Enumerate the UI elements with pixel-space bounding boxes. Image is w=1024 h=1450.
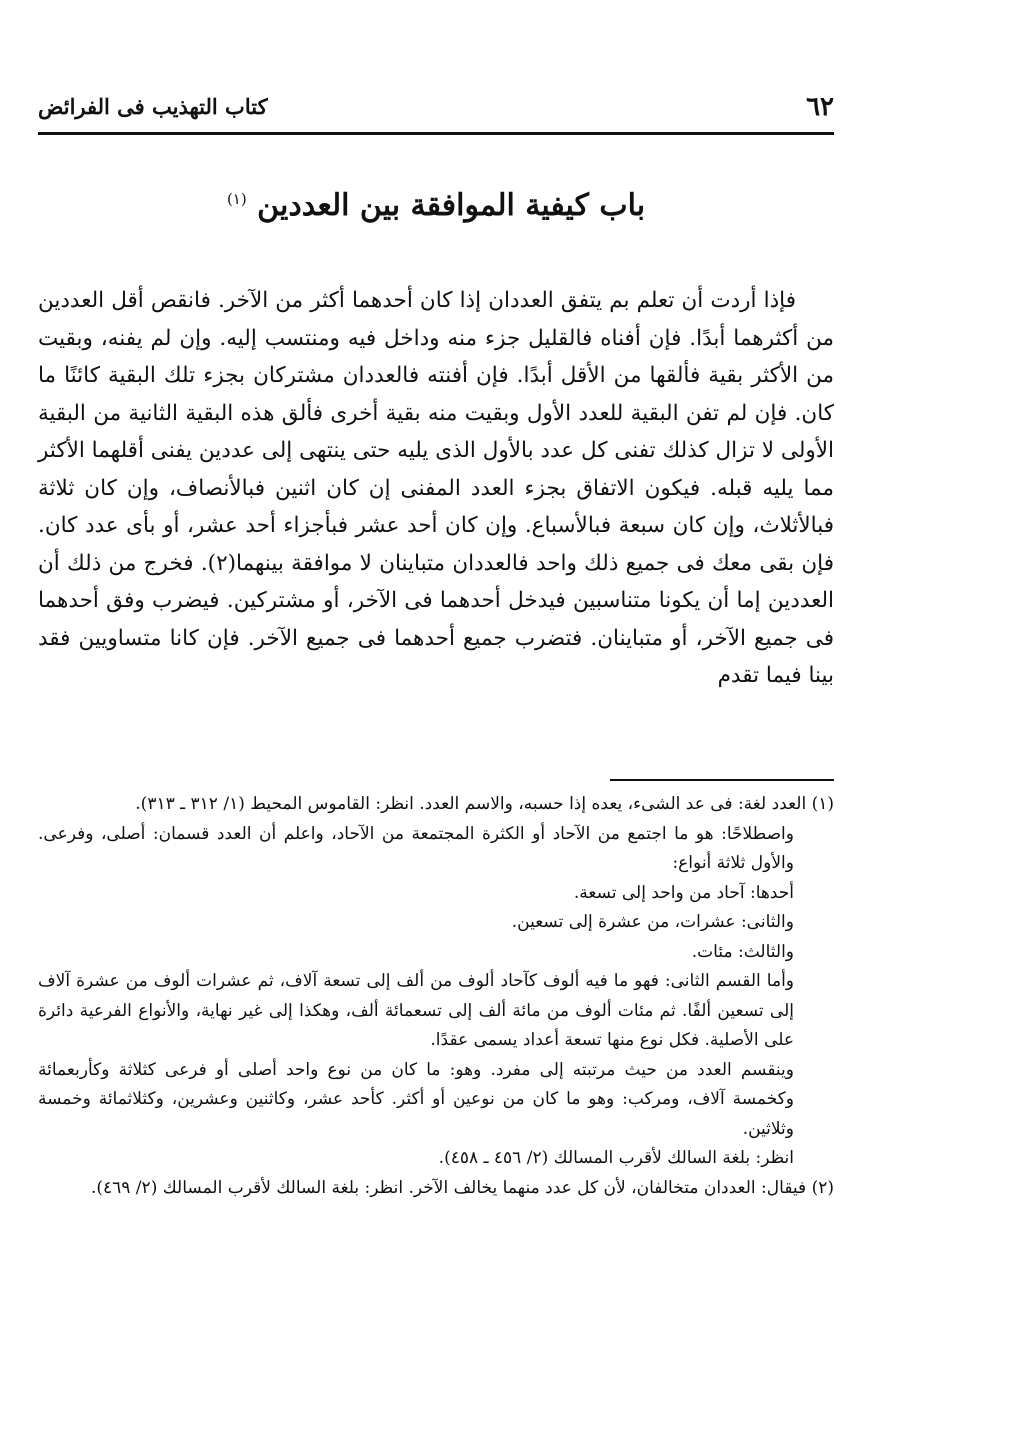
footnote-line: (١) العدد لغة: فى عد الشىء، يعده إذا حسبه، والاسم العدد. انظر: القاموس المحيط (١/ ٣١٢ ـ ٣١٣).	[135, 794, 834, 814]
footnote-marker: (١)	[226, 190, 247, 208]
footnote-line: وينقسم العدد من حيث مرتبته إلى مفرد. وهو: ما كان من نوع واحد أصلى أو فرعى كثلاثة وكأربعمائة وكخمسة آلاف، ومركب: وهو ما كان من نوعين أو أكثر. كأحد عشر، وكاثنين وعشرين، وكثلاثمائة وخمسة وثلاثين.	[38, 1059, 794, 1139]
footnote-line: وأما القسم الثانى: فهو ما فيه ألوف كآحاد ألوف من ألف إلى تسعة آلاف، ثم عشرات ألوف من عشرة آلاف إلى تسعين ألفًا. ثم مئات ألوف من مائة ألف إلى تسعمائة ألف، وهكذا إلى غير نهاية، والأنواع الفرعية دائرة على الأصلية. فكل نوع منها تسعة أعداد يسمى عقدًا.	[38, 971, 794, 1050]
footnote-divider	[610, 779, 834, 781]
chapter-heading	[38, 188, 834, 223]
footnote-line: (٢) فيقال: العددان متخالفان، لأن كل عدد منهما يخالف الآخر. انظر: بلغة السالك لأقرب المسالك (٢/ ٤٦٩).	[90, 1177, 834, 1198]
footnote-line: أحدها: آحاد من واحد إلى تسعة.	[573, 882, 794, 903]
footnote-line: والثالث: مئات.	[691, 941, 794, 962]
page-number: ٦٢	[806, 92, 834, 122]
footnote-line: واصطلاحًا: هو ما اجتمع من الآحاد أو الكثرة المجتمعة من الآحاد، واعلم أن العدد قسمان: أصلى، وفرعى. والأول ثلاثة أنواع:	[38, 823, 794, 873]
body-paragraph: فإذا أردت أن تعلم بم يتفق العددان إذا كان أحدهما أكثر من الآخر. فانقص أقل العددين من أكثرهما أبدًا. فإن أفناه فالقليل جزء منه وداخل فيه ومنتسب إليه. وإن لم يفنه، وبقيت من الأكثر بقية فألقها من الأقل أبدًا. فإن أفنته فالعددان مشتركان بجزء تلك البقية كائنًا ما كان. فإن لم تفن البقية للعدد الأول وبقيت منه بقية أخرى فألق هذه البقية الثانية من البقية الأولى لا تزال كذلك تفنى كل عدد بالأول الذى يليه حتى ينتهى إلى عددين يفنى أقلهما الأكثر مما يليه قبله. فيكون الاتفاق بجزء العدد المفنى إن كان اثنين فبالأنصاف، وإن كان ثلاثة فبالأثلاث، وإن كان سبعة فبالأسباع. وإن كان أحد عشر فبأجزاء أحد عشر، أو بأى عدد كان. فإن بقى معك فى جميع ذلك واحد فالعددان متباينان لا موافقة بينهما(٢). فخرج من ذلك أن العددين إما أن يكونا متناسبين فيدخل أحدهما فى الآخر، أو مشتركين. فيضرب وفق أحدهما فى جميع الآخر، أو متباينان. فتضرب جميع أحدهما فى جميع الآخر. فإن كانا متساويين فقد بينا فيما تقدم	[38, 288, 834, 688]
header-divider	[38, 132, 834, 135]
footnotes-section	[38, 790, 834, 1203]
page-header	[38, 92, 834, 132]
footnote-line: انظر: بلغة السالك لأقرب المسالك (٢/ ٤٥٦ ـ ٤٥٨).	[438, 1148, 794, 1168]
running-title: كتاب التهذيب فى الفرائض	[38, 94, 268, 119]
chapter-title: باب كيفية الموافقة بين العددين	[257, 188, 646, 223]
footnote-line: والثانى: عشرات، من عشرة إلى تسعين.	[511, 912, 794, 932]
main-text	[38, 282, 834, 695]
